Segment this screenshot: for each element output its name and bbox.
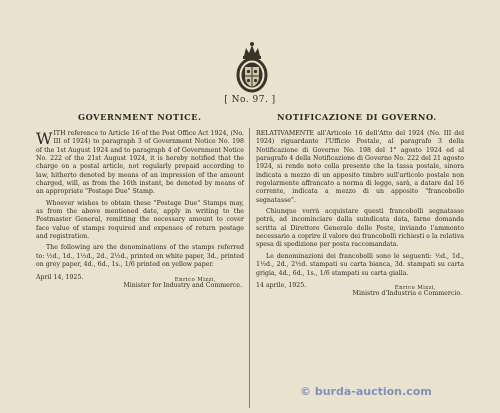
- watermark: © burda-auction.com: [300, 385, 432, 398]
- english-signatory-title: Minister for Industry and Commerce.: [123, 282, 242, 289]
- italian-signatory: Enrico Mizzi,: [394, 284, 436, 291]
- italian-date: 14 aprile, 1925.: [256, 281, 307, 289]
- italian-heading: NOTIFICAZIONE DI GOVERNO.: [277, 112, 437, 122]
- english-paragraph-1: WITH reference to Article 16 of the Post Office Act 1924, (No. III of 1924) to paragraph 3 of Government Notice No. 198 of the 1st August 1924 and to paragraph 4 of Government Notice No. 222 of the 21st August 1924, it is hereby notified that the charge on a postal article, not regularly prepaid according to law, hitherto denoted by means of an impression of the amount charged, will, as from the 16th instant, be denoted by means of an appropriate "Postage Due" Stamp.: [36, 129, 244, 196]
- english-signatory: Enrico Mizzi,: [174, 276, 216, 283]
- drop-cap: W: [36, 129, 53, 148]
- english-paragraph-2: Whoever wishes to obtain these "Postage Due" Stamps may, as from the above mentioned date, apply in writing to the Postmaster General, remitting the necessary amount to cover face value of stamps required and expenses of return postage and registration.: [36, 199, 244, 241]
- english-date: April 14, 1925.: [36, 273, 84, 281]
- notice-number: [ No. 97. ]: [224, 95, 276, 105]
- italian-paragraph-2: Chiunque vorrà acquistare questi francobolli segnatasse potrà, ad incominciare dalla suindicata data, farne domanda scritta al Direttore Generale delle Poste, inviando l'ammonto necessario a coprire il valore dei francobolli richiesti e la relativa spesa di spedizione per posta raccomandata.: [256, 208, 464, 249]
- english-signature-row: [36, 274, 244, 283]
- column-divider: [249, 128, 250, 408]
- italian-signature-row: [256, 282, 464, 291]
- english-heading: GOVERNMENT NOTICE.: [78, 112, 202, 122]
- italian-paragraph-1: RELATIVAMENTE all'Articolo 16 dell'Atto del 1924 (No. III del 1924) riguardante l'Ufficio Postale, al paragrafo 3 della Notificazione di Governo No. 198 del 1° agosto 1924 ed al paragrafo 4 della Notificazione di Governo No. 222 del 21 agosto 1924, si rende noto colla presente che la tassa postale, sinora indicata a mezzo di un apposito timbro sull'articolo postale non regolarmente affrancato a norma di legge, sarà, a datare dal 16 corrente, indicata a mezzo di un apposito "francobollo segnatasse".: [256, 130, 464, 204]
- italian-signatory-title: Ministro d'Industria e Commercio.: [352, 290, 462, 298]
- italian-column: [256, 130, 464, 299]
- english-paragraph-3: The following are the denominations of the stamps referred to: ½d., 1d., 1½d., 2d., 2½d., printed on white paper, 3d., printed on grey paper, 4d., 6d., 1s., 1/6 printed on yellow paper.: [36, 244, 244, 269]
- english-column: [36, 130, 244, 290]
- italian-paragraph-3: Le denominazioni dei francobolli sono le seguenti: ½d., 1d., 1½d., 2d., 2½d. stampati su carta bianca, 3d. stampati su carta grigia, 4d., 6d., 1s., 1/6 stampati su carta gialla.: [256, 252, 464, 277]
- royal-coat-of-arms-icon: [234, 40, 270, 94]
